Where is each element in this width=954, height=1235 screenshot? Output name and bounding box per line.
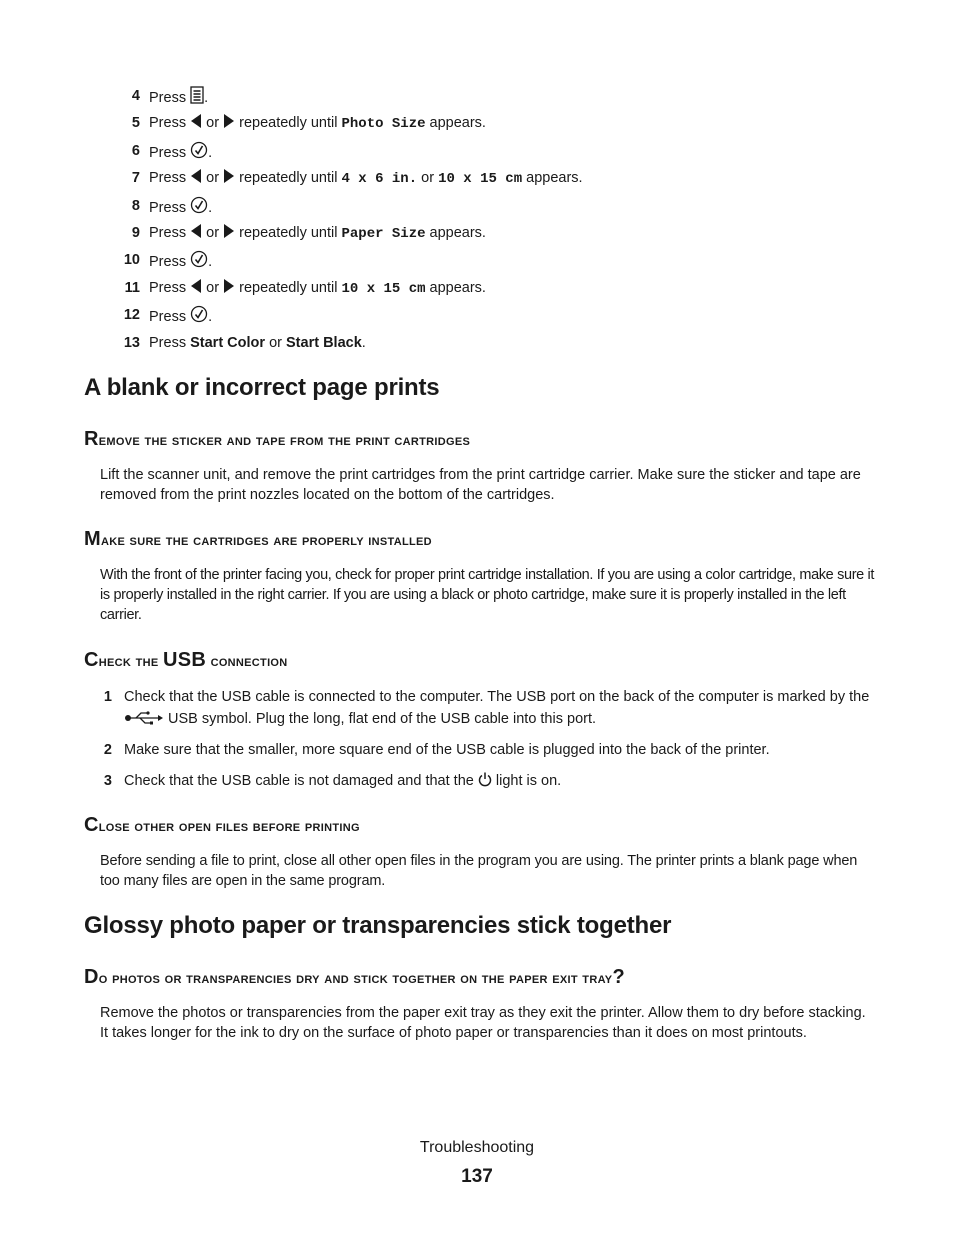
section-heading: A blank or incorrect page prints xyxy=(84,374,440,401)
paragraph: Remove the photos or transparencies from the paper exit tray as they exit the printer. Allow them to dry before stacking. It takes longer for the ink to dry on the surface of photo paper or transparencies than it does on most printouts. xyxy=(100,1005,866,1041)
select-check-icon xyxy=(190,250,208,268)
step-number: 11 xyxy=(124,279,140,296)
power-icon xyxy=(478,772,492,787)
step-item: 9 Press or repeatedly until Paper Size appears. xyxy=(110,223,910,250)
list-item: 3 Check that the USB cable is not damaged and that the light is on. xyxy=(84,770,874,792)
step-number: 8 xyxy=(131,197,140,214)
step-item: 6 Press . xyxy=(110,141,910,168)
paragraph: Lift the scanner unit, and remove the print cartridges from the print cartridge carrier. Make sure the sticker and tape are removed from the print nozzles located on the bottom of the cartridges. xyxy=(100,467,861,503)
step-number: 4 xyxy=(131,88,140,104)
step-number: 5 xyxy=(131,115,140,132)
step-number: 12 xyxy=(123,307,140,324)
right-arrow-icon xyxy=(223,223,235,239)
button-name: Start Color xyxy=(190,334,266,351)
subsection-heading: Check the USB connection xyxy=(84,649,288,671)
subsection-heading: Remove the sticker and tape from the print cartridges xyxy=(84,428,471,450)
step-number: 13 xyxy=(123,334,140,351)
subsection-heading: Make sure the cartridges are properly installed xyxy=(84,528,432,550)
steps-list xyxy=(110,86,910,360)
subsection-heading: Close other open files before printing xyxy=(84,814,360,836)
step-item: 13 Press Start Color or Start Black. xyxy=(110,333,910,360)
right-arrow-icon xyxy=(223,278,235,294)
step-item: 8 Press . xyxy=(110,196,910,223)
step-item: 12 Press . xyxy=(110,305,910,332)
left-arrow-icon xyxy=(190,223,202,239)
list-item: 1 Check that the USB cable is connected to the computer. The USB port on the back of the computer is marked by the USB symbol. Plug the long, flat end of the USB cable into this port. xyxy=(84,686,874,739)
step-item: 5 Press or repeatedly until Photo Size appears. xyxy=(110,113,910,140)
page-number: 137 xyxy=(461,1166,493,1187)
list-item: 2 Make sure that the smaller, more square end of the USB cable is plugged into the back of the printer. xyxy=(84,739,874,770)
left-arrow-icon xyxy=(190,168,202,184)
footer-chapter-title: Troubleshooting xyxy=(419,1139,535,1156)
step-number: 7 xyxy=(131,170,140,187)
step-number: 10 xyxy=(123,252,140,269)
subsection-heading: Do photos or transparencies dry and stick together on the paper exit tray? xyxy=(84,966,625,988)
display-text: 10 x 15 cm xyxy=(438,171,523,188)
step-number: 6 xyxy=(131,142,140,159)
usb-steps-list xyxy=(84,686,874,792)
paragraph: With the front of the printer facing you, check for proper print cartridge installation. If you are using a color cartridge, make sure it is properly installed in the right carrier. If you are using a black or photo cartridge, make sure it is properly installed in the left carrier. xyxy=(100,567,875,623)
display-text: 10 x 15 cm xyxy=(341,280,426,297)
button-name: Start Black xyxy=(286,334,362,351)
list-number: 2 xyxy=(103,742,112,758)
step-item: 4 Press . xyxy=(110,86,910,113)
step-item: 7 Press or repeatedly until 4 x 6 in. or 10 x 15 cm appears. xyxy=(110,168,910,195)
step-text: Press xyxy=(149,90,187,106)
list-number: 3 xyxy=(103,773,112,789)
select-check-icon xyxy=(190,196,208,214)
section-heading: Glossy photo paper or transparencies stick together xyxy=(84,912,672,939)
menu-icon xyxy=(190,86,204,104)
left-arrow-icon xyxy=(190,278,202,294)
display-text: Paper Size xyxy=(341,225,426,242)
step-item: 10 Press . xyxy=(110,250,910,277)
step-item: 11 Press or repeatedly until 10 x 15 cm appears. xyxy=(110,278,910,305)
list-number: 1 xyxy=(103,689,112,705)
right-arrow-icon xyxy=(223,113,235,129)
left-arrow-icon xyxy=(190,113,202,129)
select-check-icon xyxy=(190,141,208,159)
display-text: Photo Size xyxy=(341,116,426,133)
usb-icon xyxy=(124,711,164,725)
select-check-icon xyxy=(190,305,208,323)
right-arrow-icon xyxy=(223,168,235,184)
display-text: 4 x 6 in. xyxy=(341,171,418,188)
step-number: 9 xyxy=(131,224,140,241)
paragraph: Before sending a file to print, close all other open files in the program you are using. The printer prints a blank page when too many files are open in the same program. xyxy=(100,853,858,889)
